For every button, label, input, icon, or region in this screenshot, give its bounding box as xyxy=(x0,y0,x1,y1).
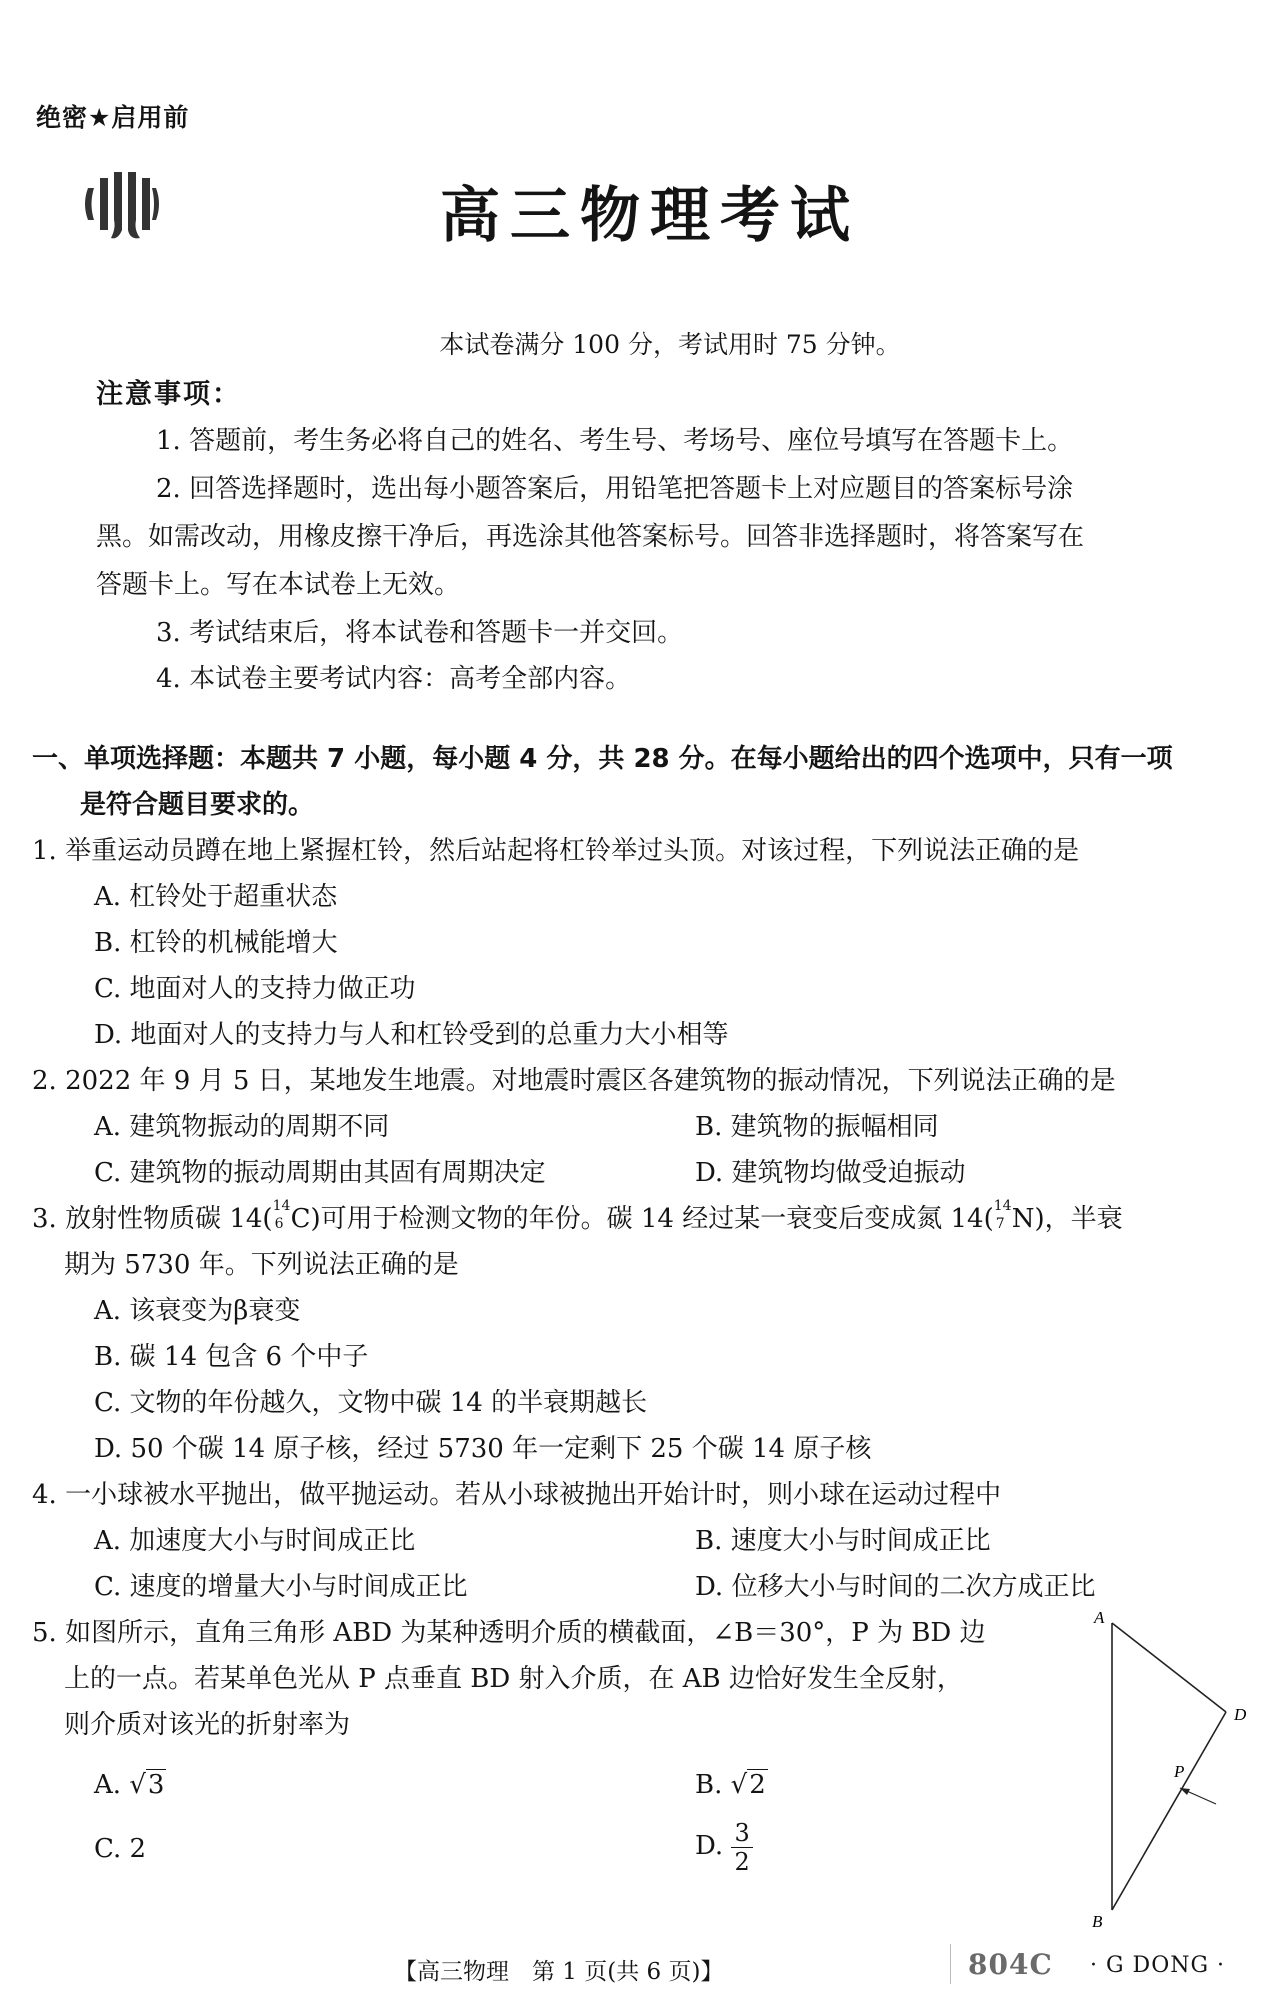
q3-option-d: D. 50 个碳 14 原子核，经过 5730 年一定剩下 25 个碳 14 原子核 xyxy=(94,1434,872,1464)
note-4: 4. 本试卷主要考试内容：高考全部内容。 xyxy=(156,664,632,694)
q3-stem-line-2: 期为 5730 年。下列说法正确的是 xyxy=(64,1250,459,1280)
q3-stem-part-c: )，半衰 xyxy=(1034,1204,1123,1234)
carbon-mass-number: 14 xyxy=(272,1198,291,1214)
q5-option-b-prefix: B. xyxy=(695,1770,731,1800)
label-d: D xyxy=(1234,1705,1247,1724)
q5-option-d xyxy=(695,1816,753,1876)
carbon-14-nuclide xyxy=(272,1198,291,1232)
carbon-atomic-number: 6 xyxy=(274,1216,284,1232)
q1-option-b: B. 杠铃的机械能增大 xyxy=(94,928,338,958)
q5-option-b xyxy=(695,1762,768,1808)
fraction-denominator: 2 xyxy=(734,1847,750,1876)
q1-option-a: A. 杠铃处于超重状态 xyxy=(94,882,338,912)
nitrogen-symbol: N xyxy=(1011,1204,1035,1234)
q2-option-d: D. 建筑物均做受迫振动 xyxy=(695,1158,966,1188)
q4-option-c: C. 速度的增量大小与时间成正比 xyxy=(94,1572,468,1602)
page-footer: 【高三物理 第 1 页(共 6 页)】 xyxy=(394,1959,724,1985)
q3-option-b: B. 碳 14 包含 6 个中子 xyxy=(94,1342,369,1372)
note-1: 1. 答题前，考生务必将自己的姓名、考生号、考场号、座位号填写在答题卡上。 xyxy=(156,426,1074,456)
section-heading-line-2: 是符合题目要求的。 xyxy=(80,790,315,820)
nitrogen-14-nuclide xyxy=(993,1198,1012,1232)
note-2a: 2. 回答选择题时，选出每小题答案后，用铅笔把答题卡上对应题目的答案标号涂 xyxy=(156,474,1074,504)
q2-option-c: C. 建筑物的振动周期由其固有周期决定 xyxy=(94,1158,546,1188)
q5-stem-line-2: 上的一点。若某单色光从 P 点垂直 BD 射入介质，在 AB 边恰好发生全反射， xyxy=(64,1664,963,1694)
footer-divider xyxy=(950,1944,951,1984)
q3-stem xyxy=(32,1196,1123,1242)
q4-option-b: B. 速度大小与时间成正比 xyxy=(695,1526,991,1556)
q1-option-c: C. 地面对人的支持力做正功 xyxy=(94,974,416,1004)
exam-subtitle: 本试卷满分 100 分，考试用时 75 分钟。 xyxy=(439,330,901,359)
q3-stem-part-b: )可用于检测文物的年份。碳 14 经过某一衰变后变成氮 14( xyxy=(310,1204,994,1234)
sqrt-sign: √ xyxy=(730,1770,748,1800)
q5-option-a xyxy=(94,1762,166,1808)
q5-option-a-radicand: 3 xyxy=(147,1770,165,1800)
region-label: · G DONG · xyxy=(1090,1953,1226,1978)
q5-option-b-radicand: 2 xyxy=(749,1770,766,1800)
q4-stem: 4. 一小球被水平抛出，做平抛运动。若从小球被抛出开始计时，则小球在运动过程中 xyxy=(32,1480,1002,1510)
q3-option-a: A. 该衰变为β衰变 xyxy=(94,1296,301,1326)
confidential-label: 绝密★启用前 xyxy=(36,103,190,132)
notes-heading: 注意事项： xyxy=(96,379,241,410)
paper-code: 804C xyxy=(968,1948,1053,1981)
nitrogen-atomic-number: 7 xyxy=(995,1216,1005,1232)
note-3: 3. 考试结束后，将本试卷和答题卡一并交回。 xyxy=(156,618,684,648)
section-heading xyxy=(32,736,1262,828)
nitrogen-mass-number: 14 xyxy=(993,1198,1012,1214)
q5-stem-line-3: 则介质对该光的折射率为 xyxy=(64,1710,351,1740)
q5-option-a-prefix: A. xyxy=(94,1770,130,1800)
label-a: A xyxy=(1094,1608,1105,1627)
section-heading-line-1: 一、单项选择题：本题共 7 小题，每小题 4 分，共 28 分。在每小题给出的四个选项中，只有一项 xyxy=(32,744,1173,774)
q3-option-c: C. 文物的年份越久，文物中碳 14 的半衰期越长 xyxy=(94,1388,648,1418)
q5-stem-line-1: 5. 如图所示，直角三角形 ABD 为某种透明介质的横截面，∠B＝30°，P 为 BD 边 xyxy=(32,1618,986,1648)
q5-option-c: C. 2 xyxy=(94,1834,147,1864)
q4-option-d: D. 位移大小与时间的二次方成正比 xyxy=(695,1572,1096,1602)
sqrt-sign: √ xyxy=(129,1770,146,1800)
exam-title: 高三物理考试 xyxy=(440,181,860,251)
fraction xyxy=(731,1819,752,1876)
q5-option-d-prefix: D. xyxy=(695,1831,732,1861)
q2-option-a: A. 建筑物振动的周期不同 xyxy=(94,1112,390,1142)
label-p: P xyxy=(1174,1762,1185,1781)
q1-option-d: D. 地面对人的支持力与人和杠铃受到的总重力大小相等 xyxy=(94,1020,729,1050)
note-2b: 黑。如需改动，用橡皮擦干净后，再选涂其他答案标号。回答非选择题时，将答案写在 xyxy=(96,522,1085,552)
carbon-symbol: C xyxy=(290,1204,311,1234)
q3-stem-part-a: 3. 放射性物质碳 14( xyxy=(32,1204,273,1234)
triangle-abd-diagram xyxy=(1082,1605,1274,1935)
q2-option-b: B. 建筑物的振幅相同 xyxy=(695,1112,939,1142)
fraction-numerator: 3 xyxy=(731,1819,752,1848)
q2-stem: 2. 2022 年 9 月 5 日，某地发生地震。对地震时震区各建筑物的振动情况，下列说法正确的是 xyxy=(32,1066,1116,1096)
q4-option-a: A. 加速度大小与时间成正比 xyxy=(94,1526,416,1556)
label-b: B xyxy=(1092,1912,1103,1931)
q1-stem: 1. 举重运动员蹲在地上紧握杠铃，然后站起将杠铃举过头顶。对该过程，下列说法正确的是 xyxy=(32,836,1080,866)
note-2c: 答题卡上。写在本试卷上无效。 xyxy=(96,570,461,600)
